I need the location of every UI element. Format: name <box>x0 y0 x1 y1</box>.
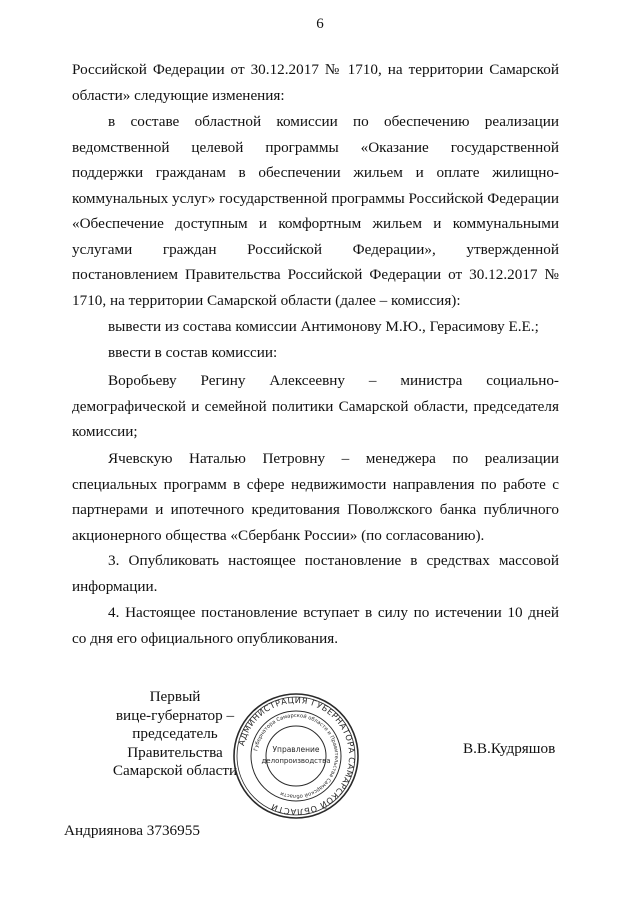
signatory-title-line: Первый <box>149 688 201 705</box>
paragraph-effective-date: 4. Настоящее постановление вступает в силу по истечении 10 дней со дня его официального опубликования. <box>72 604 559 647</box>
paragraph-remove-members: вывести из состава комиссии Антимонову М.Ю., Герасимову Е.Е.; <box>108 318 539 335</box>
signatory-name: В.В.Кудряшов <box>463 740 556 757</box>
paragraph-member-vorobyeva: Воробьеву Регину Алексеевну – министра социально-демографической и семейной политики Самарской области, председателя комиссии; <box>72 372 559 440</box>
official-stamp <box>230 690 362 822</box>
paragraph-commission-change: в составе областной комиссии по обеспечению реализации ведомственной целевой программы «Оказание государственной поддержки гражданам в обеспечении жильем и оплате жилищно-коммунальных услуг» государственной программы Российской Федерации «Обеспечение доступным и комфортным жильем и коммунальными услугами граждан Российской Федерации», утвержденной постановлением Правительства Российской Федерации от 30.12.2017 № 1710, на территории Самарской области (далее – комиссия): <box>72 113 559 309</box>
body-text-remove <box>72 314 559 340</box>
paragraph-add-members: ввести в состав комиссии: <box>108 344 278 361</box>
stamp-center-line2: делопроизводства <box>261 757 331 765</box>
body-text-publish <box>72 548 559 599</box>
page-number: 6 <box>316 16 324 32</box>
body-text <box>72 57 559 108</box>
executor-contact: Андриянова 3736955 <box>64 822 200 839</box>
paragraph-intro-continuation: Российской Федерации от 30.12.2017 № 1710, на территории Самарской области» следующие изменения: <box>72 61 559 104</box>
body-text-add <box>72 340 559 366</box>
body-text-yachevskaya <box>72 446 559 548</box>
signatory-title-line: председатель Правительства <box>127 725 223 761</box>
body-text-commission <box>72 109 559 313</box>
paragraph-member-yachevskaya: Ячевскую Наталью Петровну – менеджера по реализации специальных программ в сфере недвижимости направления по работе с партнерами и ипотечного кредитования Поволжского банка публичного акционерного общества «Сбербанк России» (по согласованию). <box>72 450 559 544</box>
stamp-inner-ring-text: Губернатора Самарской области и Правительства Самарской области <box>253 712 340 800</box>
body-text-effective <box>72 600 559 651</box>
stamp-center-line1: Управление <box>272 745 320 754</box>
signatory-title-line: Самарской области <box>112 762 238 779</box>
signatory-title-line: вице-губернатор – <box>115 706 235 724</box>
stamp-ring-text: АДМИНИСТРАЦИЯ ГУБЕРНАТОРА САМАРСКОЙ ОБЛАСТИ <box>236 694 358 818</box>
body-text-vorobyeva <box>72 368 559 445</box>
paragraph-publish: 3. Опубликовать настоящее постановление в средствах массовой информации. <box>72 552 559 595</box>
